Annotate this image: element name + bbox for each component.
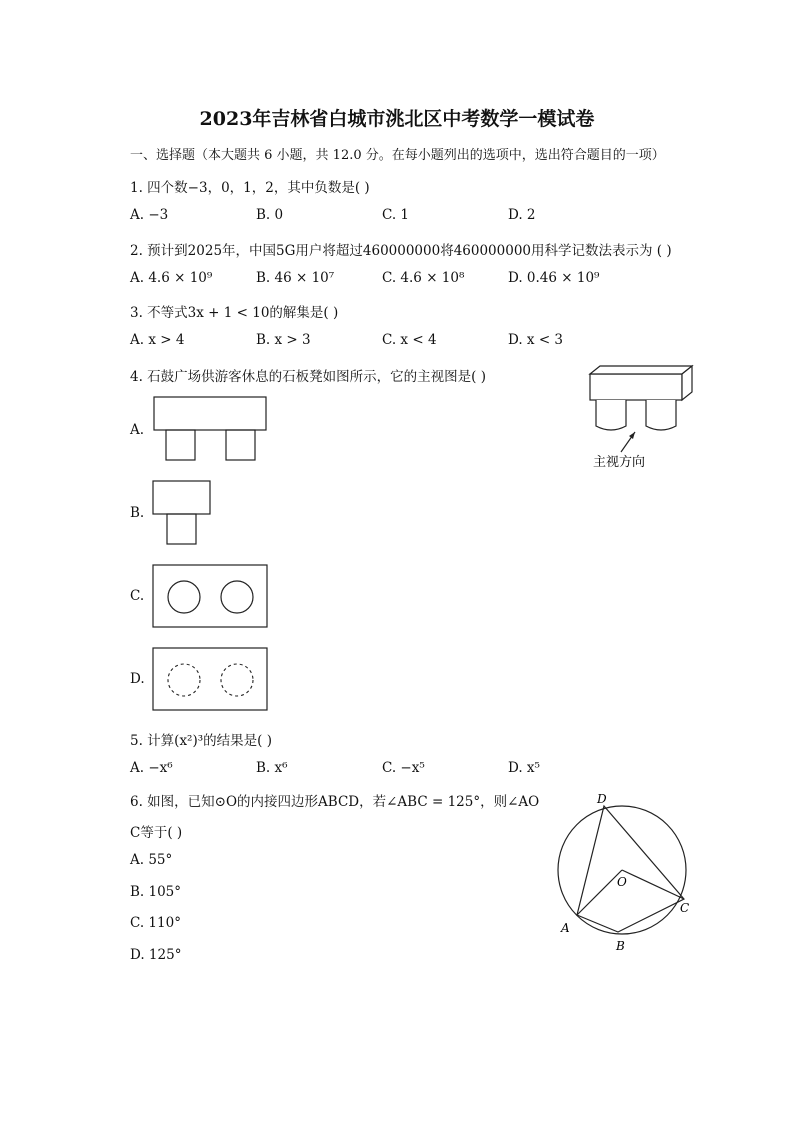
question-1-text: 1. 四个数−3，0，1，2，其中负数是( ) — [130, 180, 370, 196]
question-3-option-a[interactable]: A. x > 4 — [130, 332, 185, 348]
label-a: A — [561, 921, 570, 935]
question-5-text: 5. 计算(x²)³的结果是( ) — [130, 733, 272, 749]
option-c-figure — [152, 564, 269, 630]
view-direction-label: 主视方向 — [593, 455, 646, 470]
question-2-option-c[interactable]: C. 4.6 × 10⁸ — [382, 270, 465, 286]
question-2-option-a[interactable]: A. 4.6 × 10⁹ — [130, 270, 213, 286]
option-a-figure — [153, 396, 268, 462]
question-2-text: 2. 预计到2025年，中国5G用户将超过460000000将460000000用科学记数法表示为 ( ) — [130, 243, 672, 259]
circle-quadrilateral-figure — [552, 790, 702, 960]
question-2-option-d[interactable]: D. 0.46 × 10⁹ — [508, 270, 600, 286]
section-header: 一、选择题（本大题共 6 小题，共 12.0 分。在每小题列出的选项中，选出符合题目的一项） — [130, 148, 665, 163]
question-5-option-a[interactable]: A. −x⁶ — [130, 760, 173, 776]
question-1-option-b[interactable]: B. 0 — [256, 207, 284, 223]
question-2-option-b[interactable]: B. 46 × 10⁷ — [256, 270, 335, 286]
question-4-text: 4. 石鼓广场供游客休息的石板凳如图所示，它的主视图是( ) — [130, 369, 486, 385]
question-5-option-c[interactable]: C. −x⁵ — [382, 760, 425, 776]
question-4-option-b[interactable]: B. — [130, 505, 145, 521]
question-6-option-b[interactable]: B. 105° — [130, 884, 182, 900]
question-3-option-d[interactable]: D. x < 3 — [508, 332, 564, 348]
question-1-option-d[interactable]: D. 2 — [508, 207, 536, 223]
question-3-text: 3. 不等式3x + 1 < 10的解集是( ) — [130, 305, 339, 321]
question-4-option-d[interactable]: D. — [130, 671, 145, 687]
page-title: 2023年吉林省白城市洮北区中考数学一模试卷 — [199, 108, 595, 130]
question-6-text-line2: C等于( ) — [130, 825, 183, 841]
option-d-figure — [152, 647, 269, 713]
question-5-option-b[interactable]: B. x⁶ — [256, 760, 288, 776]
question-6-option-a[interactable]: A. 55° — [130, 852, 173, 868]
label-o: O — [617, 875, 627, 889]
question-1-option-a[interactable]: A. −3 — [130, 207, 169, 223]
label-d: D — [597, 792, 607, 806]
question-3-option-b[interactable]: B. x > 3 — [256, 332, 311, 348]
question-1-option-c[interactable]: C. 1 — [382, 207, 410, 223]
question-6-text-line1: 6. 如图，已知⊙O的内接四边形ABCD，若∠ABC = 125°，则∠AO — [130, 794, 540, 810]
option-b-figure — [152, 480, 212, 546]
question-4-option-a[interactable]: A. — [130, 422, 145, 438]
label-c: C — [680, 901, 690, 915]
bench-figure — [585, 362, 705, 472]
question-6-option-c[interactable]: C. 110° — [130, 915, 181, 931]
question-5-option-d[interactable]: D. x⁵ — [508, 760, 540, 776]
label-b: B — [616, 939, 625, 953]
question-6-option-d[interactable]: D. 125° — [130, 947, 182, 963]
question-3-option-c[interactable]: C. x < 4 — [382, 332, 437, 348]
question-4-option-c[interactable]: C. — [130, 588, 145, 604]
